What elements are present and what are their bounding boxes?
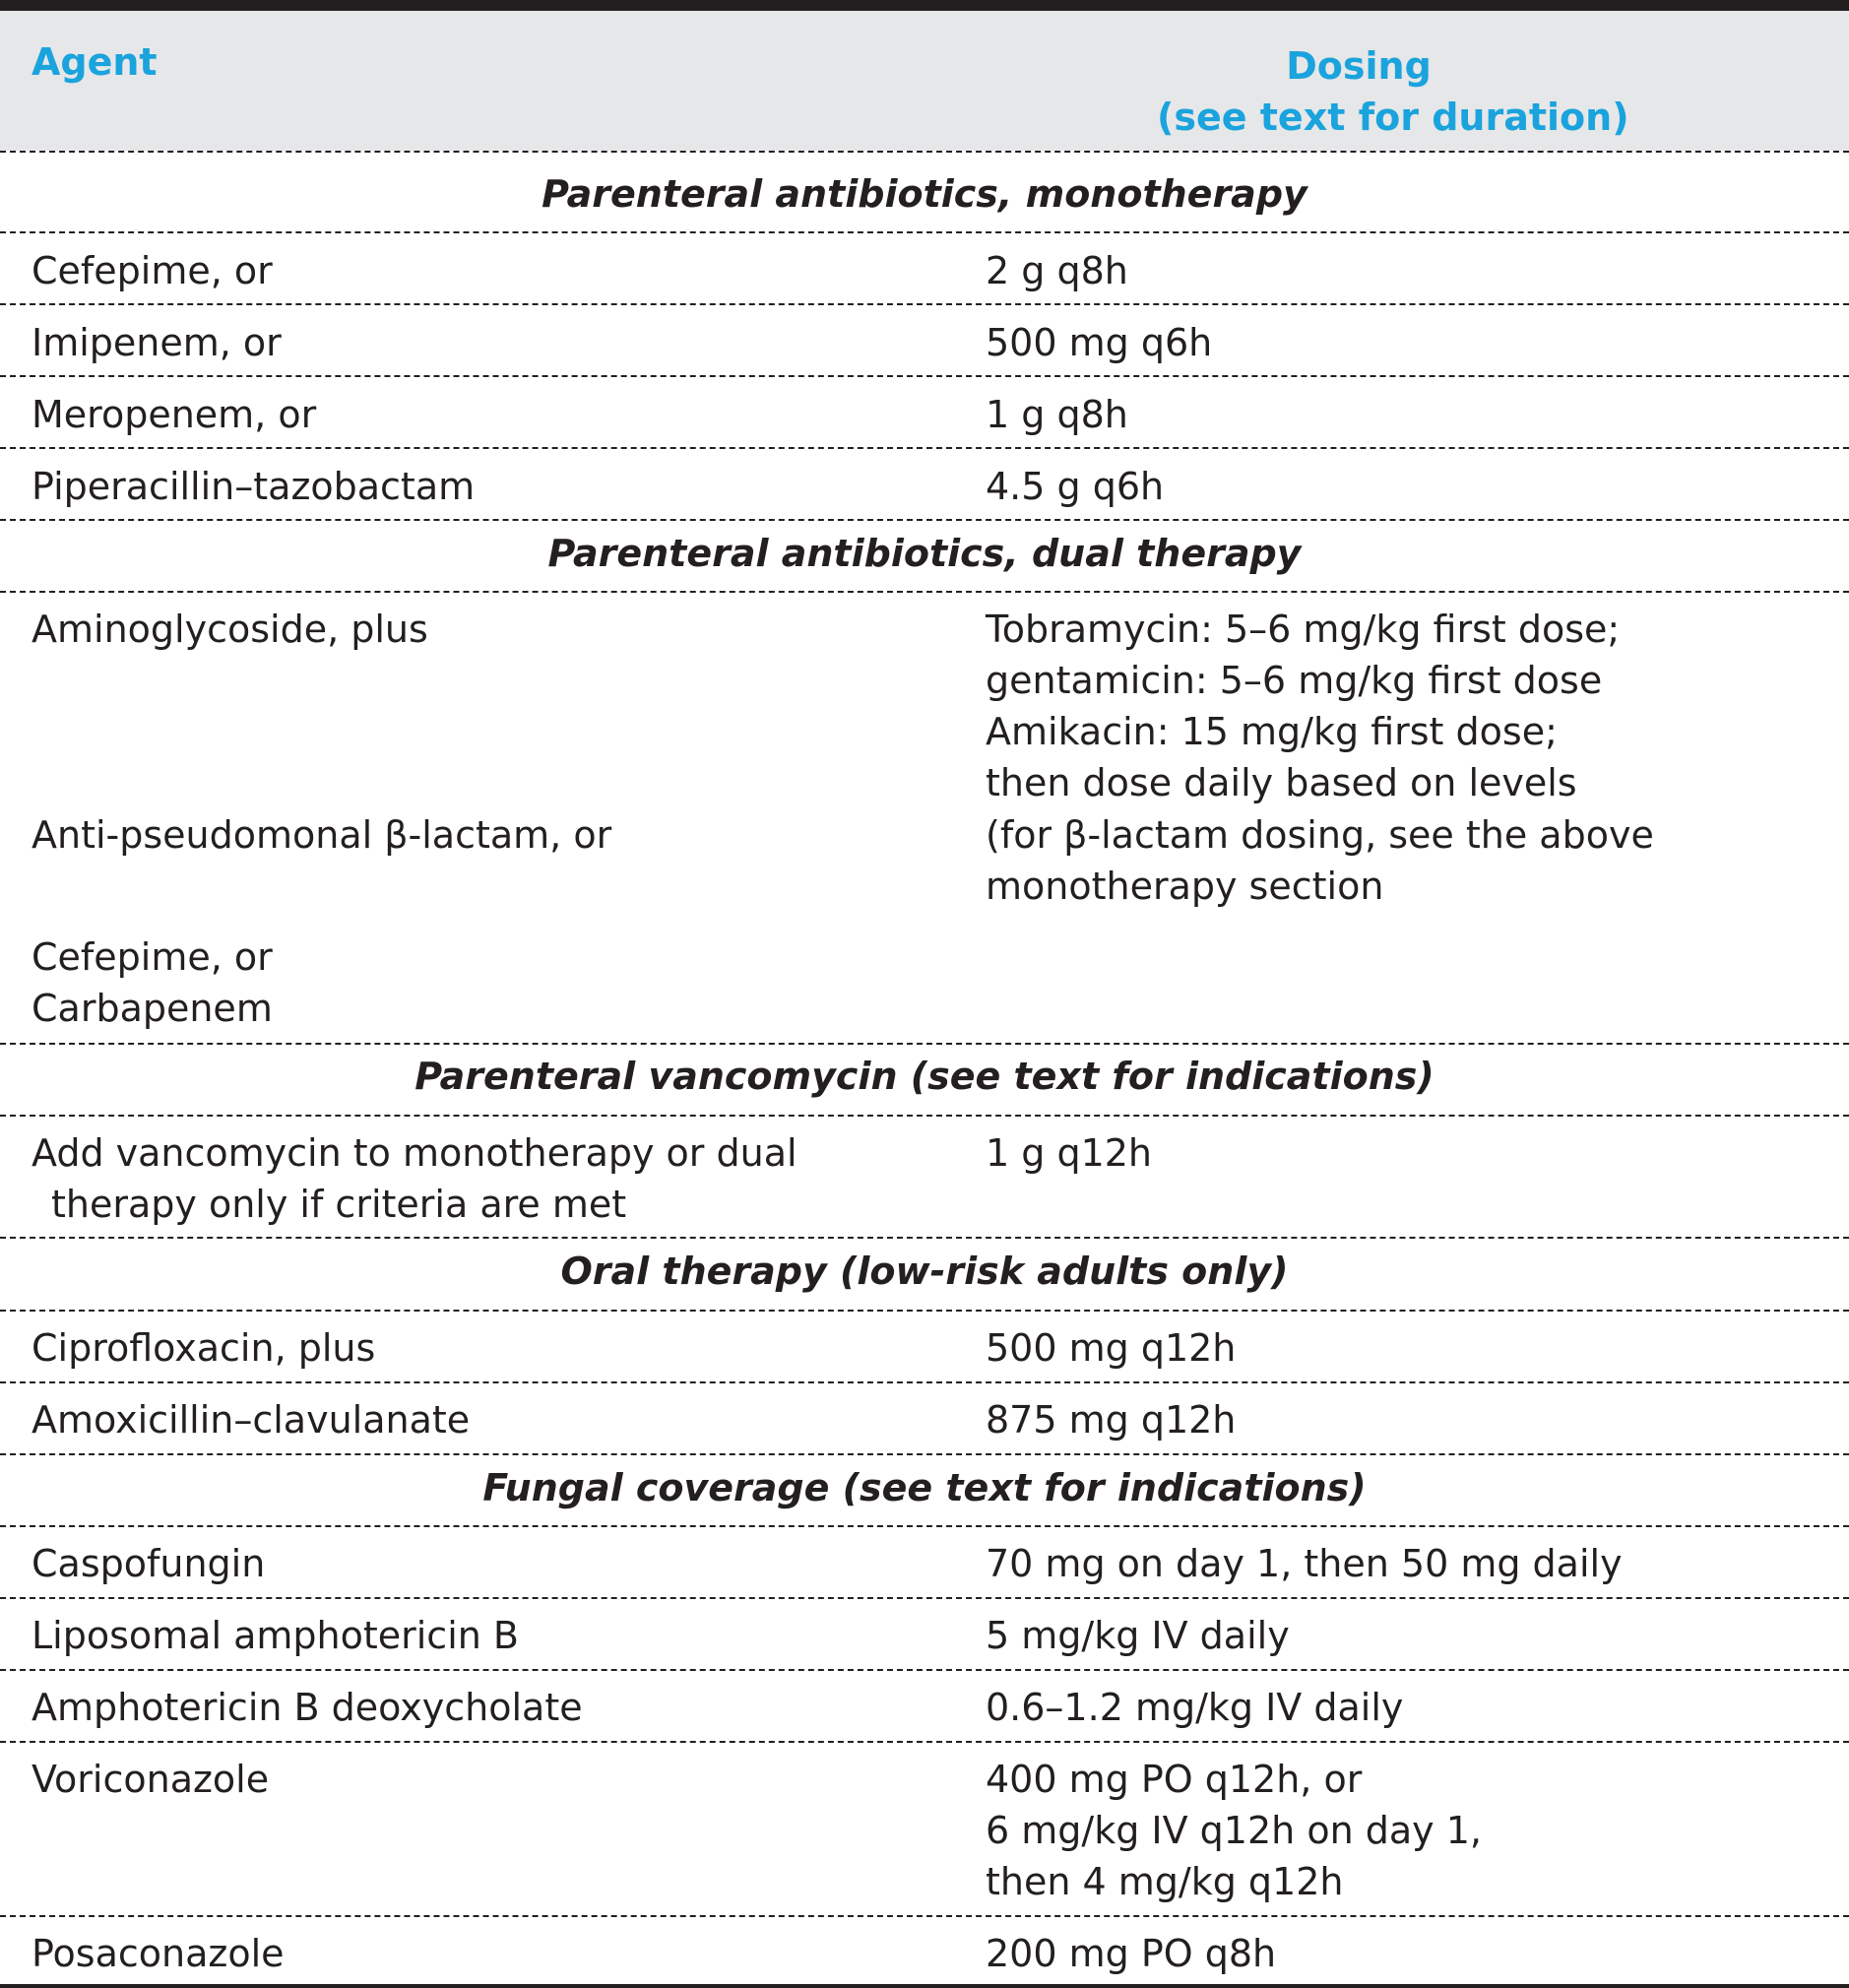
agent-cell: Posaconazole: [32, 1932, 285, 1975]
dose-cell: 1 g q12h: [986, 1131, 1153, 1175]
dose-cell: 500 mg q12h: [986, 1326, 1237, 1370]
agent-cell: Aminoglycoside, plus: [32, 608, 428, 651]
dosing-header-line: Dosing: [1286, 44, 1432, 88]
row-divider: [0, 151, 1849, 153]
top-rule: [0, 0, 1849, 11]
section-title: Parenteral antibiotics, monotherapy: [542, 172, 1307, 216]
section-title: Parenteral vancomycin (see text for indications): [414, 1055, 1435, 1098]
dose-cell: 6 mg/kg IV q12h on day 1,: [986, 1809, 1482, 1852]
row-divider: [0, 1915, 1849, 1917]
section-title: Oral therapy (low-risk adults only): [560, 1250, 1289, 1293]
row-divider: [0, 447, 1849, 449]
row-divider: [0, 1453, 1849, 1455]
agent-cell: Cefepime, or: [32, 935, 273, 979]
section-title: Parenteral antibiotics, dual therapy: [547, 532, 1302, 575]
bottom-rule: [0, 1984, 1849, 1988]
agent-cell: Carbapenem: [32, 987, 273, 1030]
dose-cell: 4.5 g q6h: [986, 465, 1165, 508]
row-divider: [0, 1237, 1849, 1239]
row-divider: [0, 1043, 1849, 1045]
dose-cell: 200 mg PO q8h: [986, 1932, 1277, 1975]
agent-cell: Anti-pseudomonal β-lactam, or: [32, 813, 612, 857]
row-divider: [0, 1115, 1849, 1117]
dose-cell: Amikacin: 15 mg/kg first dose;: [986, 710, 1558, 753]
agent-cell: Imipenem, or: [32, 321, 282, 364]
row-divider: [0, 591, 1849, 593]
dose-cell: 1 g q8h: [986, 393, 1128, 436]
row-divider: [0, 519, 1849, 521]
dose-cell: then dose daily based on levels: [986, 761, 1577, 804]
dose-cell: gentamicin: 5–6 mg/kg first dose: [986, 659, 1603, 702]
dose-cell: Tobramycin: 5–6 mg/kg first dose;: [986, 608, 1621, 651]
dose-cell: 2 g q8h: [986, 249, 1128, 292]
row-divider: [0, 1669, 1849, 1671]
dose-cell: 400 mg PO q12h, or: [986, 1758, 1363, 1801]
dose-cell: (for β-lactam dosing, see the above: [986, 813, 1654, 857]
dosing-header-line: (see text for duration): [1157, 96, 1629, 139]
agent-cell: Ciprofloxacin, plus: [32, 1326, 376, 1370]
agent-cell: Piperacillin–tazobactam: [32, 465, 476, 508]
agent-cell: Caspofungin: [32, 1542, 266, 1585]
row-divider: [0, 1310, 1849, 1312]
dose-cell: then 4 mg/kg q12h: [986, 1860, 1344, 1903]
row-divider: [0, 1525, 1849, 1527]
agent-cell: Add vancomycin to monotherapy or dual: [32, 1131, 797, 1175]
row-divider: [0, 303, 1849, 305]
dose-cell: 875 mg q12h: [986, 1398, 1237, 1442]
row-divider: [0, 375, 1849, 377]
agent-cell: Liposomal amphotericin B: [32, 1614, 519, 1657]
section-title: Fungal coverage (see text for indications): [482, 1466, 1367, 1509]
table-header: [0, 11, 1849, 151]
dose-cell: 500 mg q6h: [986, 321, 1213, 364]
row-divider: [0, 1597, 1849, 1599]
agent-column-header: Agent: [32, 40, 158, 84]
agent-cell: Amphotericin B deoxycholate: [32, 1686, 583, 1729]
dose-cell: 70 mg on day 1, then 50 mg daily: [986, 1542, 1623, 1585]
row-divider: [0, 1381, 1849, 1383]
dose-cell: 5 mg/kg IV daily: [986, 1614, 1290, 1657]
row-divider: [0, 231, 1849, 233]
agent-cell: Voriconazole: [32, 1758, 270, 1801]
agent-cell: Meropenem, or: [32, 393, 317, 436]
agent-cell: therapy only if criteria are met: [51, 1183, 627, 1226]
agent-cell: Cefepime, or: [32, 249, 273, 292]
agent-cell: Amoxicillin–clavulanate: [32, 1398, 471, 1442]
dosing-column-header: [1157, 40, 1629, 143]
dose-cell: monotherapy section: [986, 865, 1384, 908]
row-divider: [0, 1741, 1849, 1743]
dose-cell: 0.6–1.2 mg/kg IV daily: [986, 1686, 1404, 1729]
